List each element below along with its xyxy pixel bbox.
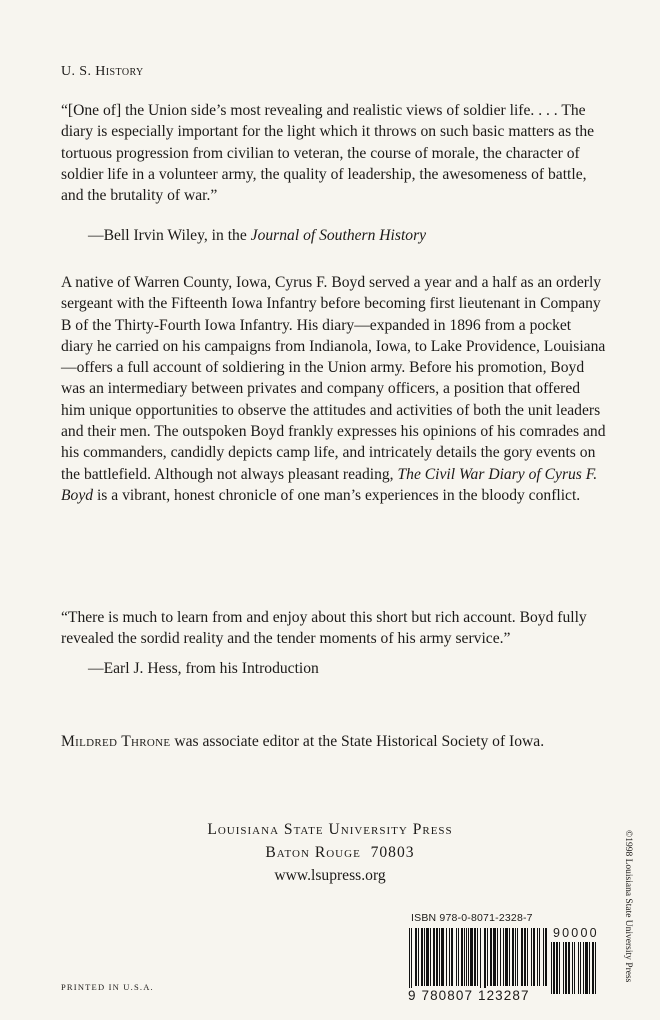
barcode-bar — [430, 928, 431, 986]
book-title: The Civil War Diary of Cyrus F. Boyd — [61, 465, 598, 504]
barcode-bar — [559, 942, 560, 994]
editor-bio — [61, 733, 544, 751]
barcode-bar — [551, 942, 552, 994]
copyright-credit: ©1998 Louisiana State University Press — [623, 830, 633, 983]
price-addon-digits: 90000 — [553, 926, 599, 940]
publisher-name: Louisiana State University Press — [207, 821, 453, 838]
barcode-bar — [500, 928, 501, 986]
barcode-bar — [411, 928, 412, 994]
editor-bio-text: was associate editor at the State Historical Society of Iowa. — [170, 733, 545, 750]
barcode-bar — [572, 942, 573, 994]
barcode-bar — [568, 942, 570, 994]
barcode-bar — [509, 928, 510, 986]
barcode-bar — [563, 942, 564, 994]
editor-name: Mildred Throne — [61, 733, 171, 750]
barcode-bar — [503, 928, 504, 986]
barcode-bar — [553, 942, 555, 994]
barcode-bar — [524, 928, 526, 986]
barcode-bar — [477, 928, 478, 986]
barcode-bar — [543, 928, 544, 986]
barcode-bar — [490, 928, 492, 986]
barcode-bar — [531, 928, 532, 986]
isbn-number: ISBN 978-0-8071-2328-7 — [411, 912, 533, 924]
barcode-bar — [439, 928, 440, 986]
review-quote-1-attribution — [88, 227, 426, 245]
barcode-bar — [484, 928, 486, 994]
barcode-bar — [545, 928, 547, 986]
barcode-bar — [468, 928, 469, 986]
barcode-bar — [533, 928, 535, 986]
book-description — [61, 272, 606, 506]
barcode-bar — [456, 928, 457, 986]
barcode-bar — [512, 928, 514, 986]
barcode-bar — [589, 942, 590, 994]
review-quote-2: “There is much to learn from and enjoy about this short but rich account. Boyd fully revealed the sordid reality and the tender moments of his army service.” — [61, 609, 587, 648]
description-part-2: is a vibrant, honest chronicle of one man’s experiences in the bloody conflict. — [93, 486, 581, 504]
barcode-bar — [415, 928, 417, 986]
barcode-bar — [441, 928, 444, 986]
barcode-bar — [595, 942, 596, 994]
barcode-bar — [487, 928, 488, 986]
review-quote-2-attribution: —Earl J. Hess, from his Introduction — [88, 660, 319, 677]
barcode-bar — [578, 942, 579, 994]
description-part-1: A native of Warren County, Iowa, Cyrus F. Boyd served a year and a half as an orderly sergeant with the Fifteenth Iowa Infantry before becoming first lieutenant in Company B of the Thirty-Fourth Iowa Infantry. His diary—expanded in 1896 from a pocket diary he carried on his campaigns from Indianola, Iowa, to Lake Providence, Louisiana—offers a full account of soldiering in the Union army. Before his promotion, Boyd was an intermediary between privates and company officers, a position that offered him unique opportunities to observe the attitudes and activities of both the unit leaders and their men. The outspoken Boyd frankly expresses his opinions of his comrades and his commanders, candidly depicts camp life, and intricately details the gory events on the battlefield. Although not always pleasant reading, — [61, 274, 606, 483]
barcode-bar — [470, 928, 473, 986]
barcode-bar — [580, 942, 581, 994]
barcode-bar — [527, 928, 528, 986]
barcode-bar — [585, 942, 588, 994]
review-quote-1: “[One of] the Union side’s most revealing and realistic views of soldier life. . . . The diary is especially important for the light which it throws on such basic matters as the tortuous progression from civilian to veteran, the course of morale, the character of soldier life in a volunteer army, the quality of leadership, the awesomeness of battle, and the brutality of war.” — [61, 102, 595, 205]
barcode-bar — [537, 928, 538, 986]
barcode-bar — [418, 928, 419, 986]
barcode-bar — [565, 942, 567, 994]
barcode-bar — [474, 928, 476, 986]
barcode-bar — [446, 928, 447, 986]
barcode-bar — [497, 928, 498, 986]
barcode-bar — [556, 942, 558, 994]
barcode-bar — [517, 928, 518, 986]
barcode-digits: 9 780807 123287 — [408, 988, 530, 1003]
printed-in-usa: PRINTED IN U.S.A. — [61, 982, 154, 992]
barcode-bar — [592, 942, 594, 994]
attribution-prefix: —Bell Irvin Wiley, in the — [88, 227, 251, 244]
barcode-bar — [515, 928, 516, 986]
barcode-bar — [493, 928, 496, 986]
barcode-bar — [464, 928, 465, 986]
barcode-bar — [421, 928, 423, 986]
barcode-bar — [583, 942, 584, 994]
barcode-bar — [426, 928, 429, 986]
publisher-block — [0, 818, 660, 887]
barcode-bar — [574, 942, 575, 994]
barcode-bar — [466, 928, 467, 986]
category-label: U. S. History — [61, 64, 144, 79]
isbn-barcode — [407, 912, 603, 1006]
barcode-bar — [539, 928, 540, 986]
publisher-url[interactable]: www.lsupress.org — [274, 867, 386, 884]
barcode-bar — [436, 928, 438, 986]
barcode-bars — [409, 928, 547, 994]
addon-barcode-bars — [551, 942, 601, 994]
barcode-bar — [409, 928, 410, 994]
publisher-city: Baton Rouge 70803 — [265, 844, 415, 861]
barcode-bar — [424, 928, 425, 986]
journal-title: Journal of Southern History — [250, 227, 427, 244]
barcode-bar — [449, 928, 450, 986]
barcode-bar — [480, 928, 481, 994]
barcode-bar — [505, 928, 508, 986]
barcode-bar — [461, 928, 463, 986]
barcode-bar — [433, 928, 435, 986]
barcode-bar — [458, 928, 459, 986]
barcode-bar — [451, 928, 453, 986]
barcode-bar — [521, 928, 523, 986]
